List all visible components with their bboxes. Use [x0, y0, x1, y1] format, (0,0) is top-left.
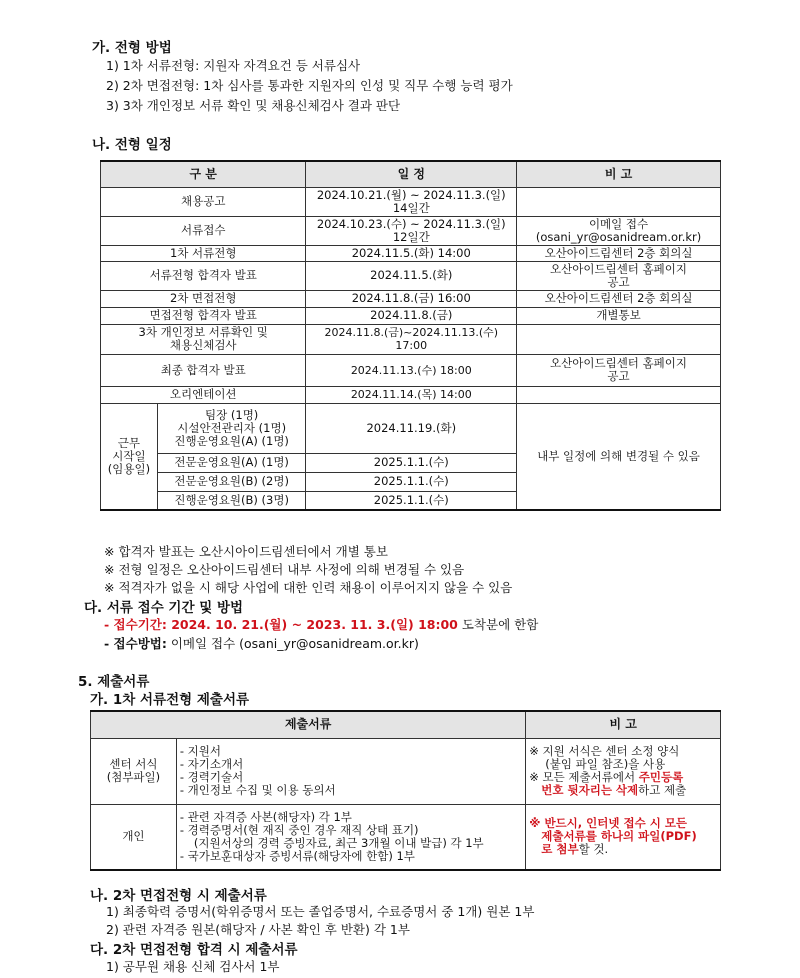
row-date: 2024.11.8.(금)	[306, 307, 517, 324]
start-date-group	[101, 403, 158, 510]
section-title-schedule: 나. 전형 일정	[92, 137, 172, 153]
center-label	[91, 738, 177, 804]
label-line: (첨부파일)	[106, 770, 161, 784]
schedule-note: ※ 전형 일정은 오산아이드림센터 내부 사정에 의해 변경될 수 있음	[104, 562, 465, 577]
method-item: 2) 2차 면접전형: 1차 심사를 통과한 지원자의 인성 및 직무 수행 능력 평가	[106, 78, 513, 93]
table-row	[91, 738, 721, 804]
start-note: 내부 일정에 의해 변경될 수 있음	[517, 403, 721, 510]
note-line: (붙임 파일 참조)을 사용	[545, 757, 666, 771]
period-label: - 접수기간: 2024. 10. 21.(월) ~ 2023. 11. 3.(일) 18:00	[104, 617, 458, 632]
row-note	[517, 354, 721, 386]
row-label: 최종 합격자 발표	[101, 354, 306, 386]
personal-items	[176, 804, 525, 870]
row-note	[517, 216, 721, 245]
row-label: 서류접수	[101, 216, 306, 245]
method-item: 3) 3차 개인정보 서류 확인 및 채용신체검사 결과 판단	[106, 98, 401, 113]
section-title-documents: 5. 제출서류	[78, 674, 150, 690]
row-note: 오산아이드림센터 2층 회의실	[517, 290, 721, 307]
table-row	[101, 307, 721, 324]
interview-doc-item: 1) 최종학력 증명서(학위증명서 또는 졸업증명서, 수료증명서 중 1개) 원본 1부	[106, 904, 535, 919]
list-item: - 지원서	[179, 744, 222, 758]
list-item: - 관련 자격증 사본(해당자) 각 1부	[179, 809, 352, 824]
table-row	[101, 324, 721, 354]
row-note: 개별통보	[517, 307, 721, 324]
date-line: 2024.10.23.(수) ~ 2024.11.3.(일)	[316, 216, 506, 231]
role-cell: 진행운영요원(B) (3명)	[157, 491, 306, 510]
role-cell: 전문운영요원(A) (1명)	[157, 453, 306, 472]
note-line: 오산아이드림센터 홈페이지	[550, 261, 688, 276]
table-row	[101, 290, 721, 307]
row-date: 2024.11.14.(목) 14:00	[306, 386, 517, 403]
table-row	[91, 804, 721, 870]
role-line: 진행운영요원(A) (1명)	[174, 433, 289, 448]
documents-table	[90, 710, 721, 871]
note-text: 할 것.	[578, 842, 609, 857]
table-row	[101, 403, 721, 453]
note-emphasis: 주민등록	[638, 770, 684, 784]
header-documents: 제출서류	[91, 711, 526, 738]
note-line: 공고	[607, 369, 630, 383]
list-item: - 개인정보 수집 및 이용 동의서	[179, 783, 336, 797]
table-row	[101, 187, 721, 216]
method-item: 1) 1차 서류전형: 지원자 자격요건 등 서류심사	[106, 58, 361, 73]
row-label: 서류전형 합격자 발표	[101, 261, 306, 290]
note-text: 하고 제출	[638, 783, 687, 797]
label-line: 3차 개인정보 서류확인 및	[138, 325, 268, 339]
row-date	[306, 216, 517, 245]
schedule-header-row	[101, 161, 721, 187]
row-note: 오산아이드림센터 2층 회의실	[517, 245, 721, 261]
list-item: - 경력증명서(현 재직 중인 경우 재직 상태 표기)	[179, 822, 419, 837]
note-line: 제출서류를 하나의 파일(PDF)	[541, 829, 697, 844]
table-row	[101, 354, 721, 386]
role-cell: 전문운영요원(B) (2명)	[157, 472, 306, 491]
note-text: ※ 모든 제출서류에서	[529, 770, 639, 784]
note-line: ※ 반드시, 인터넷 접수 시 모든	[529, 816, 688, 831]
role-line: 시설안전관리자 (1명)	[177, 420, 287, 435]
pass-doc-item: 1) 공무원 채용 신체 검사서 1부	[106, 959, 280, 974]
row-date: 2024.11.8.(금)~2024.11.13.(수) 17:00	[306, 324, 517, 354]
role-cell	[157, 403, 306, 453]
note-line: (osani_yr@osanidream.or.kr)	[535, 229, 702, 244]
row-date: 2024.11.13.(수) 18:00	[306, 354, 517, 386]
date-line: 12일간	[392, 229, 430, 244]
method-label: - 접수방법:	[104, 636, 167, 651]
row-label: 채용공고	[101, 187, 306, 216]
header-category: 구 분	[101, 161, 306, 187]
header-note: 비 고	[526, 711, 721, 738]
group-line: (임용일)	[107, 461, 151, 476]
row-date: 2024.11.8.(금) 16:00	[306, 290, 517, 307]
header-date: 일 정	[306, 161, 517, 187]
row-date	[306, 187, 517, 216]
role-line: 팀장 (1명)	[205, 407, 259, 422]
note-line	[529, 784, 717, 797]
table-row	[101, 261, 721, 290]
row-label: 오리엔테이션	[101, 386, 306, 403]
row-date: 2024.11.5.(화) 14:00	[306, 245, 517, 261]
row-date: 2025.1.1.(수)	[306, 453, 517, 472]
schedule-note: ※ 적격자가 없을 시 해당 사업에 대한 인력 채용이 이루어지지 않을 수 있음	[104, 580, 513, 595]
header-note: 비 고	[517, 161, 721, 187]
row-note	[517, 324, 721, 354]
list-item: - 경력기술서	[179, 770, 244, 784]
row-note	[517, 386, 721, 403]
group-line: 근무	[117, 435, 141, 450]
period-suffix: 도착분에 한함	[457, 617, 539, 632]
list-item: - 자기소개서	[179, 757, 244, 771]
table-row	[101, 216, 721, 245]
table-row	[101, 245, 721, 261]
row-label: 1차 서류전형	[101, 245, 306, 261]
schedule-table	[100, 160, 721, 511]
list-item: (지원서상의 경력 증빙자료, 최근 3개월 이내 발급) 각 1부	[193, 835, 484, 850]
note-line: 이메일 접수	[588, 216, 649, 231]
method-value: 이메일 접수 (osani_yr@osanidream.or.kr)	[166, 636, 419, 651]
row-date: 2025.1.1.(수)	[306, 491, 517, 510]
submission-method	[104, 634, 419, 652]
date-line: 14일간	[392, 200, 430, 215]
note-line: 오산아이드림센터 홈페이지	[550, 356, 688, 370]
personal-note	[526, 804, 721, 870]
row-label	[101, 324, 306, 354]
center-note	[526, 738, 721, 804]
row-date: 2024.11.5.(화)	[306, 261, 517, 290]
note-line	[529, 843, 717, 856]
date-line: 2024.10.21.(월) ~ 2024.11.3.(일)	[316, 187, 506, 202]
personal-label: 개인	[91, 804, 177, 870]
list-item: - 국가보훈대상자 증빙서류(해당자에 한함) 1부	[179, 848, 415, 863]
label-line: 센터 서식	[109, 757, 158, 771]
note-emphasis: 로 첨부	[541, 842, 579, 857]
sub-title-interview-docs: 나. 2차 면접전형 시 제출서류	[90, 888, 267, 904]
row-label: 2차 면접전형	[101, 290, 306, 307]
note-line: ※ 지원 서식은 센터 소정 양식	[529, 744, 680, 758]
group-line: 시작일	[112, 448, 146, 463]
documents-header-row	[91, 711, 721, 738]
row-date: 2025.1.1.(수)	[306, 472, 517, 491]
row-date: 2024.11.19.(화)	[306, 403, 517, 453]
schedule-note: ※ 합격자 발표는 오산시아이드림센터에서 개별 통보	[104, 544, 388, 559]
sub-title-first-docs: 가. 1차 서류전형 제출서류	[90, 692, 250, 708]
section-title-method: 가. 전형 방법	[92, 40, 172, 56]
row-note	[517, 261, 721, 290]
row-note	[517, 187, 721, 216]
row-label: 면접전형 합격자 발표	[101, 307, 306, 324]
section-title-submission: 다. 서류 접수 기간 및 방법	[84, 600, 244, 616]
interview-doc-item: 2) 관련 자격증 원본(해당자 / 사본 확인 후 반환) 각 1부	[106, 922, 410, 937]
sub-title-pass-docs: 다. 2차 면접전형 합격 시 제출서류	[90, 942, 298, 958]
note-line: 공고	[607, 274, 630, 289]
table-row	[101, 386, 721, 403]
note-emphasis: 번호 뒷자리는 삭제	[541, 783, 639, 797]
label-line: 채용신체검사	[169, 338, 237, 352]
center-items	[176, 738, 525, 804]
submission-period	[104, 615, 538, 633]
